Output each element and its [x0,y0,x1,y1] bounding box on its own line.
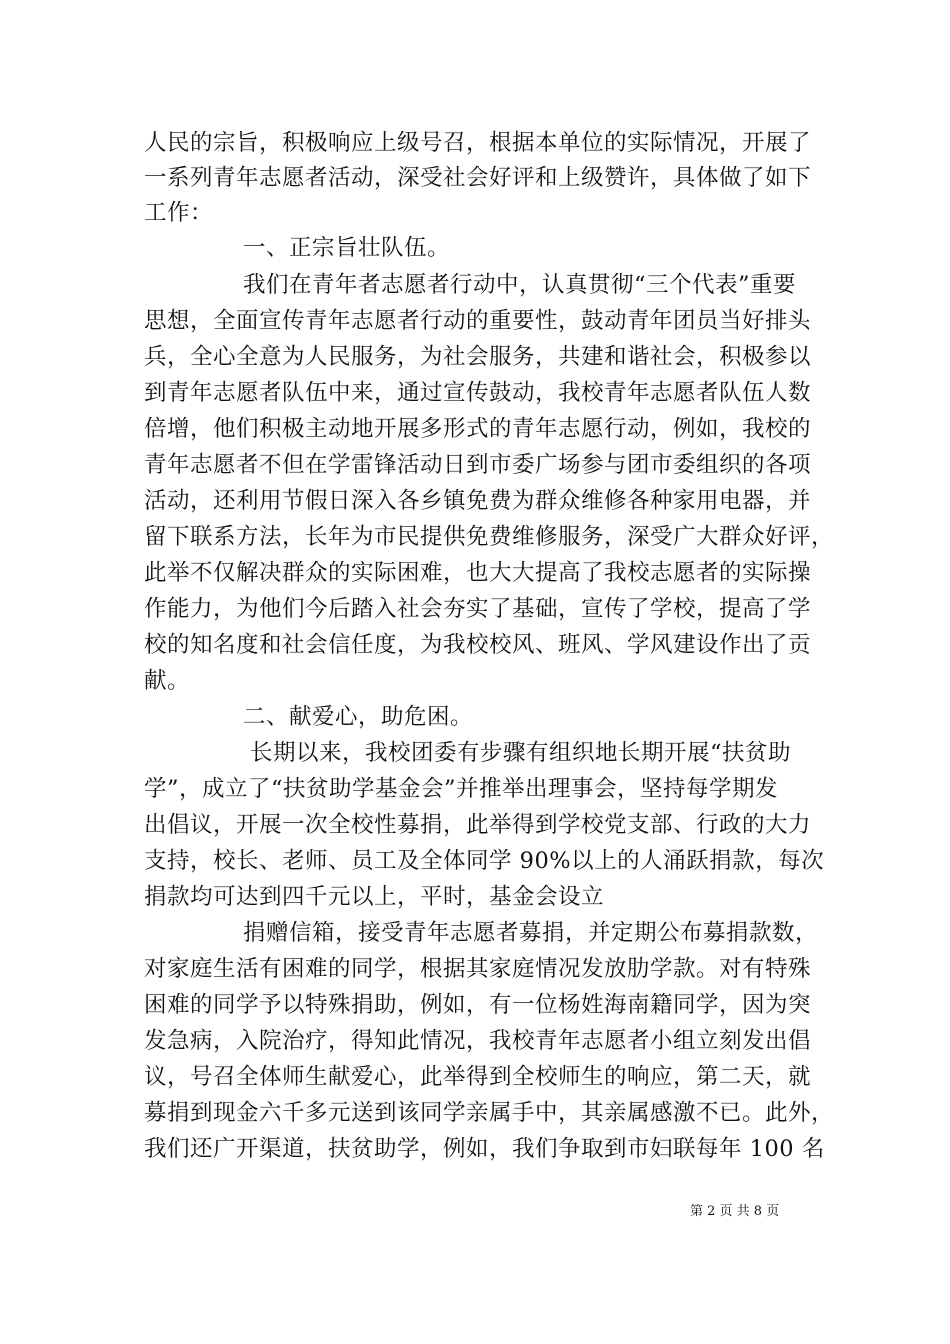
text-line: 捐赠信箱，接受青年志愿者募捐，并定期公布募捐款数， [243,920,819,946]
text-line: 兵，全心全意为人民服务，为社会服务，共建和谐社会，积极参以 [144,344,812,370]
text-line: 献。 [144,668,191,694]
text-line: 工作： [144,200,214,226]
text-line: 青年志愿者不但在学雷锋活动日到市委广场参与团市委组织的各项 [144,452,812,478]
text-line: 议，号召全体师生献爱心，此举得到全校师生的响应，第二天，就 [144,1064,812,1090]
text-line: 学”，成立了“扶贫助学基金会”并推举出理事会，坚持每学期发 [144,776,779,802]
text-line: 对家庭生活有困难的同学，根据其家庭情况发放肋学款。对有特殊 [144,956,812,982]
text-line: 人民的宗旨，积极响应上级号召，根据本单位的实际情况，开展了 [144,130,812,156]
text-line: 到青年志愿者队伍中来，通过宣传鼓动，我校青年志愿者队伍人数 [144,380,812,406]
text-line: 我们还广开渠道，扶贫助学，例如，我们争取到市妇联每年 100 名 [144,1136,825,1162]
text-line: 校的知名度和社会信任度，为我校校风、班风、学风建设作出了贡 [144,632,812,658]
text-line: 困难的同学予以特殊捐助，例如，有一位杨姓海南籍同学，因为突 [144,992,812,1018]
section-heading: 一、正宗旨壮队伍。 [243,235,451,261]
text-line: 一系列青年志愿者活动，深受社会好评和上级赞许，具体做了如下 [144,165,812,191]
text-line: 出倡议，开展一次全校性募捐，此举得到学校党支部、行政的大力 [144,812,812,838]
text-line: 留下联系方法，长年为市民提供免费维修服务，深受广大群众好评， [144,524,835,550]
text-line: 作能力，为他们今后踏入社会夯实了基础，宣传了学校，提高了学 [144,596,812,622]
text-line: 募捐到现金六千多元送到该同学亲属手中，其亲属感激不已。此外， [144,1100,835,1126]
text-line: 活动，还利用节假日深入各乡镇免费为群众维修各种家用电器，并 [144,488,812,514]
text-line: 发急病，入院治疗，得知此情况，我校青年志愿者小组立刻发出倡 [144,1028,812,1054]
page-number: 第 2 页 共 8 页 [690,1204,780,1219]
text-line: 长期以来，我校团委有步骤有组织地长期开展“扶贫助 [250,740,792,766]
text-line: 捐款均可达到四千元以上，平时，基金会设立 [144,884,605,910]
text-line: 此举不仅解决群众的实际困难，也大大提高了我校志愿者的实际操 [144,560,812,586]
text-line: 思想，全面宣传青年志愿者行动的重要性，鼓动青年团员当好排头 [144,308,812,334]
section-heading: 二、献爱心，助危困。 [243,704,474,730]
text-line: 倍增，他们积极主动地开展多形式的青年志愿行动，例如，我校的 [144,416,812,442]
text-line: 我们在青年者志愿者行动中，认真贯彻“三个代表”重要 [243,272,797,298]
text-line: 支持，校长、老师、员工及全体同学 90%以上的人涌跃捐款，每次 [144,848,825,874]
